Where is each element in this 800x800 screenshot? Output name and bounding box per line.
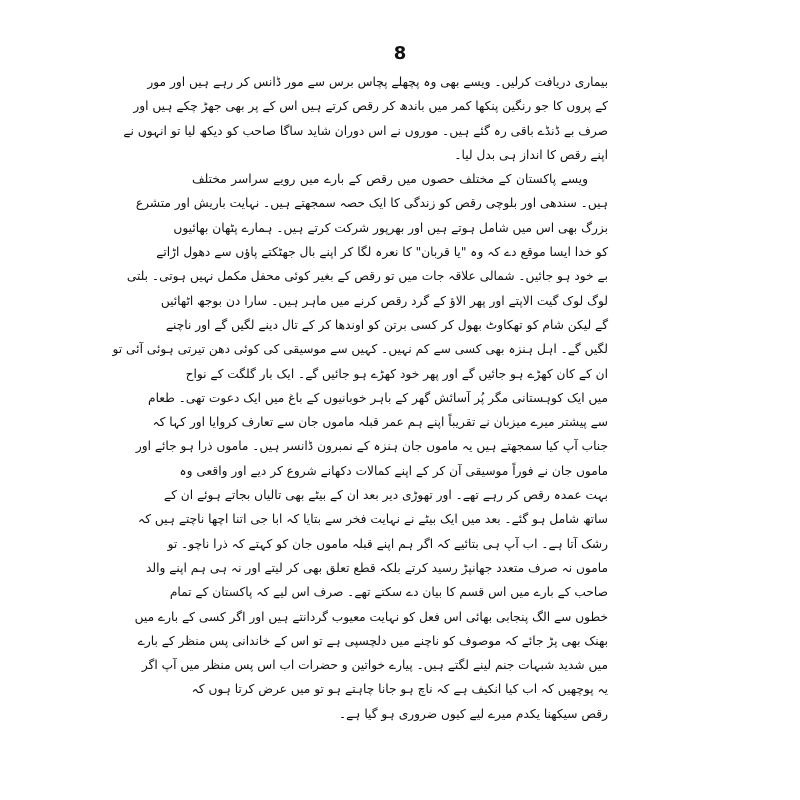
- text-line: گے لیکن شام کو تھکاوٹ بھول کر کسی برتن کو اوندھا کر کے تال دینے لگیں گے اور ناچنے: [165, 317, 608, 332]
- text-line: میں شدید شبہات جنم لینے لگتے ہیں۔ پیارے خواتین و حضرات اب اس پس منظر میں آپ اگر: [141, 658, 608, 673]
- text-line: ہیں۔ سندھی اور بلوچی رقص کو زندگی کا ایک حصہ سمجھتے ہیں۔ نہایت باریش اور متشرع: [135, 196, 608, 211]
- text-line: رشک آتا ہے۔ اب آپ ہی بتائیے کہ اگر ہم اپنے قبلہ ماموں جان کو کہتے کہ ذرا ناچو۔ تو: [167, 536, 608, 551]
- text-line: لوگ لوک گیت الاپتے اور پھر الاؤ کے گرد رقص کرنے میں ماہر ہیں۔ سارا دن بوجھ اٹھائیں: [160, 293, 608, 308]
- body-text: [112, 70, 608, 726]
- text-line: ساتھ شامل ہو گئے۔ بعد میں ایک بیٹے نے نہایت فخر سے بتایا کہ ابا جی اتنا اچھا ناچتے ہیں کہ: [138, 512, 608, 527]
- text-line: کے پروں کا جو رنگین پنکھا کمر میں باندھ کر رقص کرتے ہیں اس کے پر بھی جھڑ چکے ہیں اور: [133, 99, 608, 114]
- text-line: صاحب کے بارے میں اس قسم کا بیان دے سکتے تھے۔ صرف اس لیے کہ پاکستان کے تمام: [169, 585, 608, 600]
- text-line: یہ پوچھیں کہ اب کیا انکیف ہے کہ ناچ ہو جانا چاہتے ہو تو میں عرض کرتا ہوں کہ: [191, 682, 608, 697]
- text-line: ان کے کان کھڑے ہو جائیں گے اور پھر خود کھڑے ہو جائیں گے۔ ایک بار گلگت کے نواح: [185, 366, 608, 381]
- text-line: بیماری دریافت کرلیں۔ ویسے بھی وہ پچھلے پچاس برس سے مور ڈانس کر رہے ہیں اور مور: [147, 75, 608, 89]
- text-line: بہت عمدہ رقص کر رہے تھے۔ اور تھوڑی دیر بعد ان کے بیٹے بھی تالیاں بجاتے ہوئے ان کے: [163, 488, 608, 503]
- text-line: بھنک بھی پڑ جائے کہ موصوف کو ناچنے میں دلچسپی ہے تو اس کے خاندانی پس منظر کے بارے: [137, 633, 608, 648]
- text-line: اپنے رقص کا انداز ہی بدل لیا۔: [454, 147, 608, 162]
- text-line: ماموں نہ صرف متعدد جھانپڑ رسید کرتے بلکہ قطع تعلق بھی کر لیتے اور نہ ہی ہم اپنے والد: [146, 560, 608, 575]
- text-line: جناب آپ کیا سمجھتے ہیں یہ ماموں جان ہنزہ کے نمبرون ڈانسر ہیں۔ ماموں ذرا ہو جائے اور: [135, 439, 608, 454]
- text-line: خطوں سے الگ پنجابی بھائی اس فعل کو نہایت معیوب گردانتے ہیں اور اگر کسی کے بارے میں: [134, 609, 608, 624]
- text-line: ویسے پاکستان کے مختلف حصوں میں رقص کے بارے میں رویے سراسر مختلف: [192, 172, 588, 187]
- text-line: بزرگ بھی اس میں شامل ہوتے ہیں اور بھرپور شرکت کرتے ہیں۔ ہمارے پٹھان بھائیوں: [173, 220, 608, 235]
- text-line: بے خود ہو جائیں۔ شمالی علاقہ جات میں تو رقص کے بغیر کوئی محفل مکمل نہیں ہوتی۔ بلتی: [126, 269, 608, 284]
- text-line: لگیں گے۔ اہل ہنزہ بھی کسی سے کم نہیں۔ کہیں سے موسیقی کی کوئی دھن تیرتی ہوئی آئی تو: [112, 342, 608, 357]
- text-line: رقص سیکھنا یکدم میرے لیے کیوں ضروری ہو گیا ہے۔: [339, 706, 608, 721]
- text-line: صرف بے ڈنڈے باقی رہ گئے ہیں۔ موروں نے اس دوران شاید ساگا صاحب کو دیکھ لیا تو انہوں نے: [123, 123, 608, 138]
- text-line: سے پیشتر میرے میزبان نے تقریباً اپنے ہم عمر قبلہ ماموں جان سے تعارف کروایا اور کہا کہ: [152, 415, 608, 430]
- text-line: ماموں جان نے فوراً موسیقی آن کر کے اپنے کمالات دکھانے شروع کر دیے اور واقعی وہ: [179, 463, 608, 478]
- page-number: 8: [393, 43, 407, 64]
- text-line: میں ایک کوہستانی مگر پُر آسائش گھر کے باہر خوبانیوں کے باغ میں ایک دعوت تھی۔ طعام: [148, 390, 608, 405]
- text-line: کو خدا ایسا موقع دے کہ وہ "یا قربان" کا نعرہ لگا کر اپنے بال جھٹکتے پاؤں سے دھول اڑاتے: [156, 245, 608, 260]
